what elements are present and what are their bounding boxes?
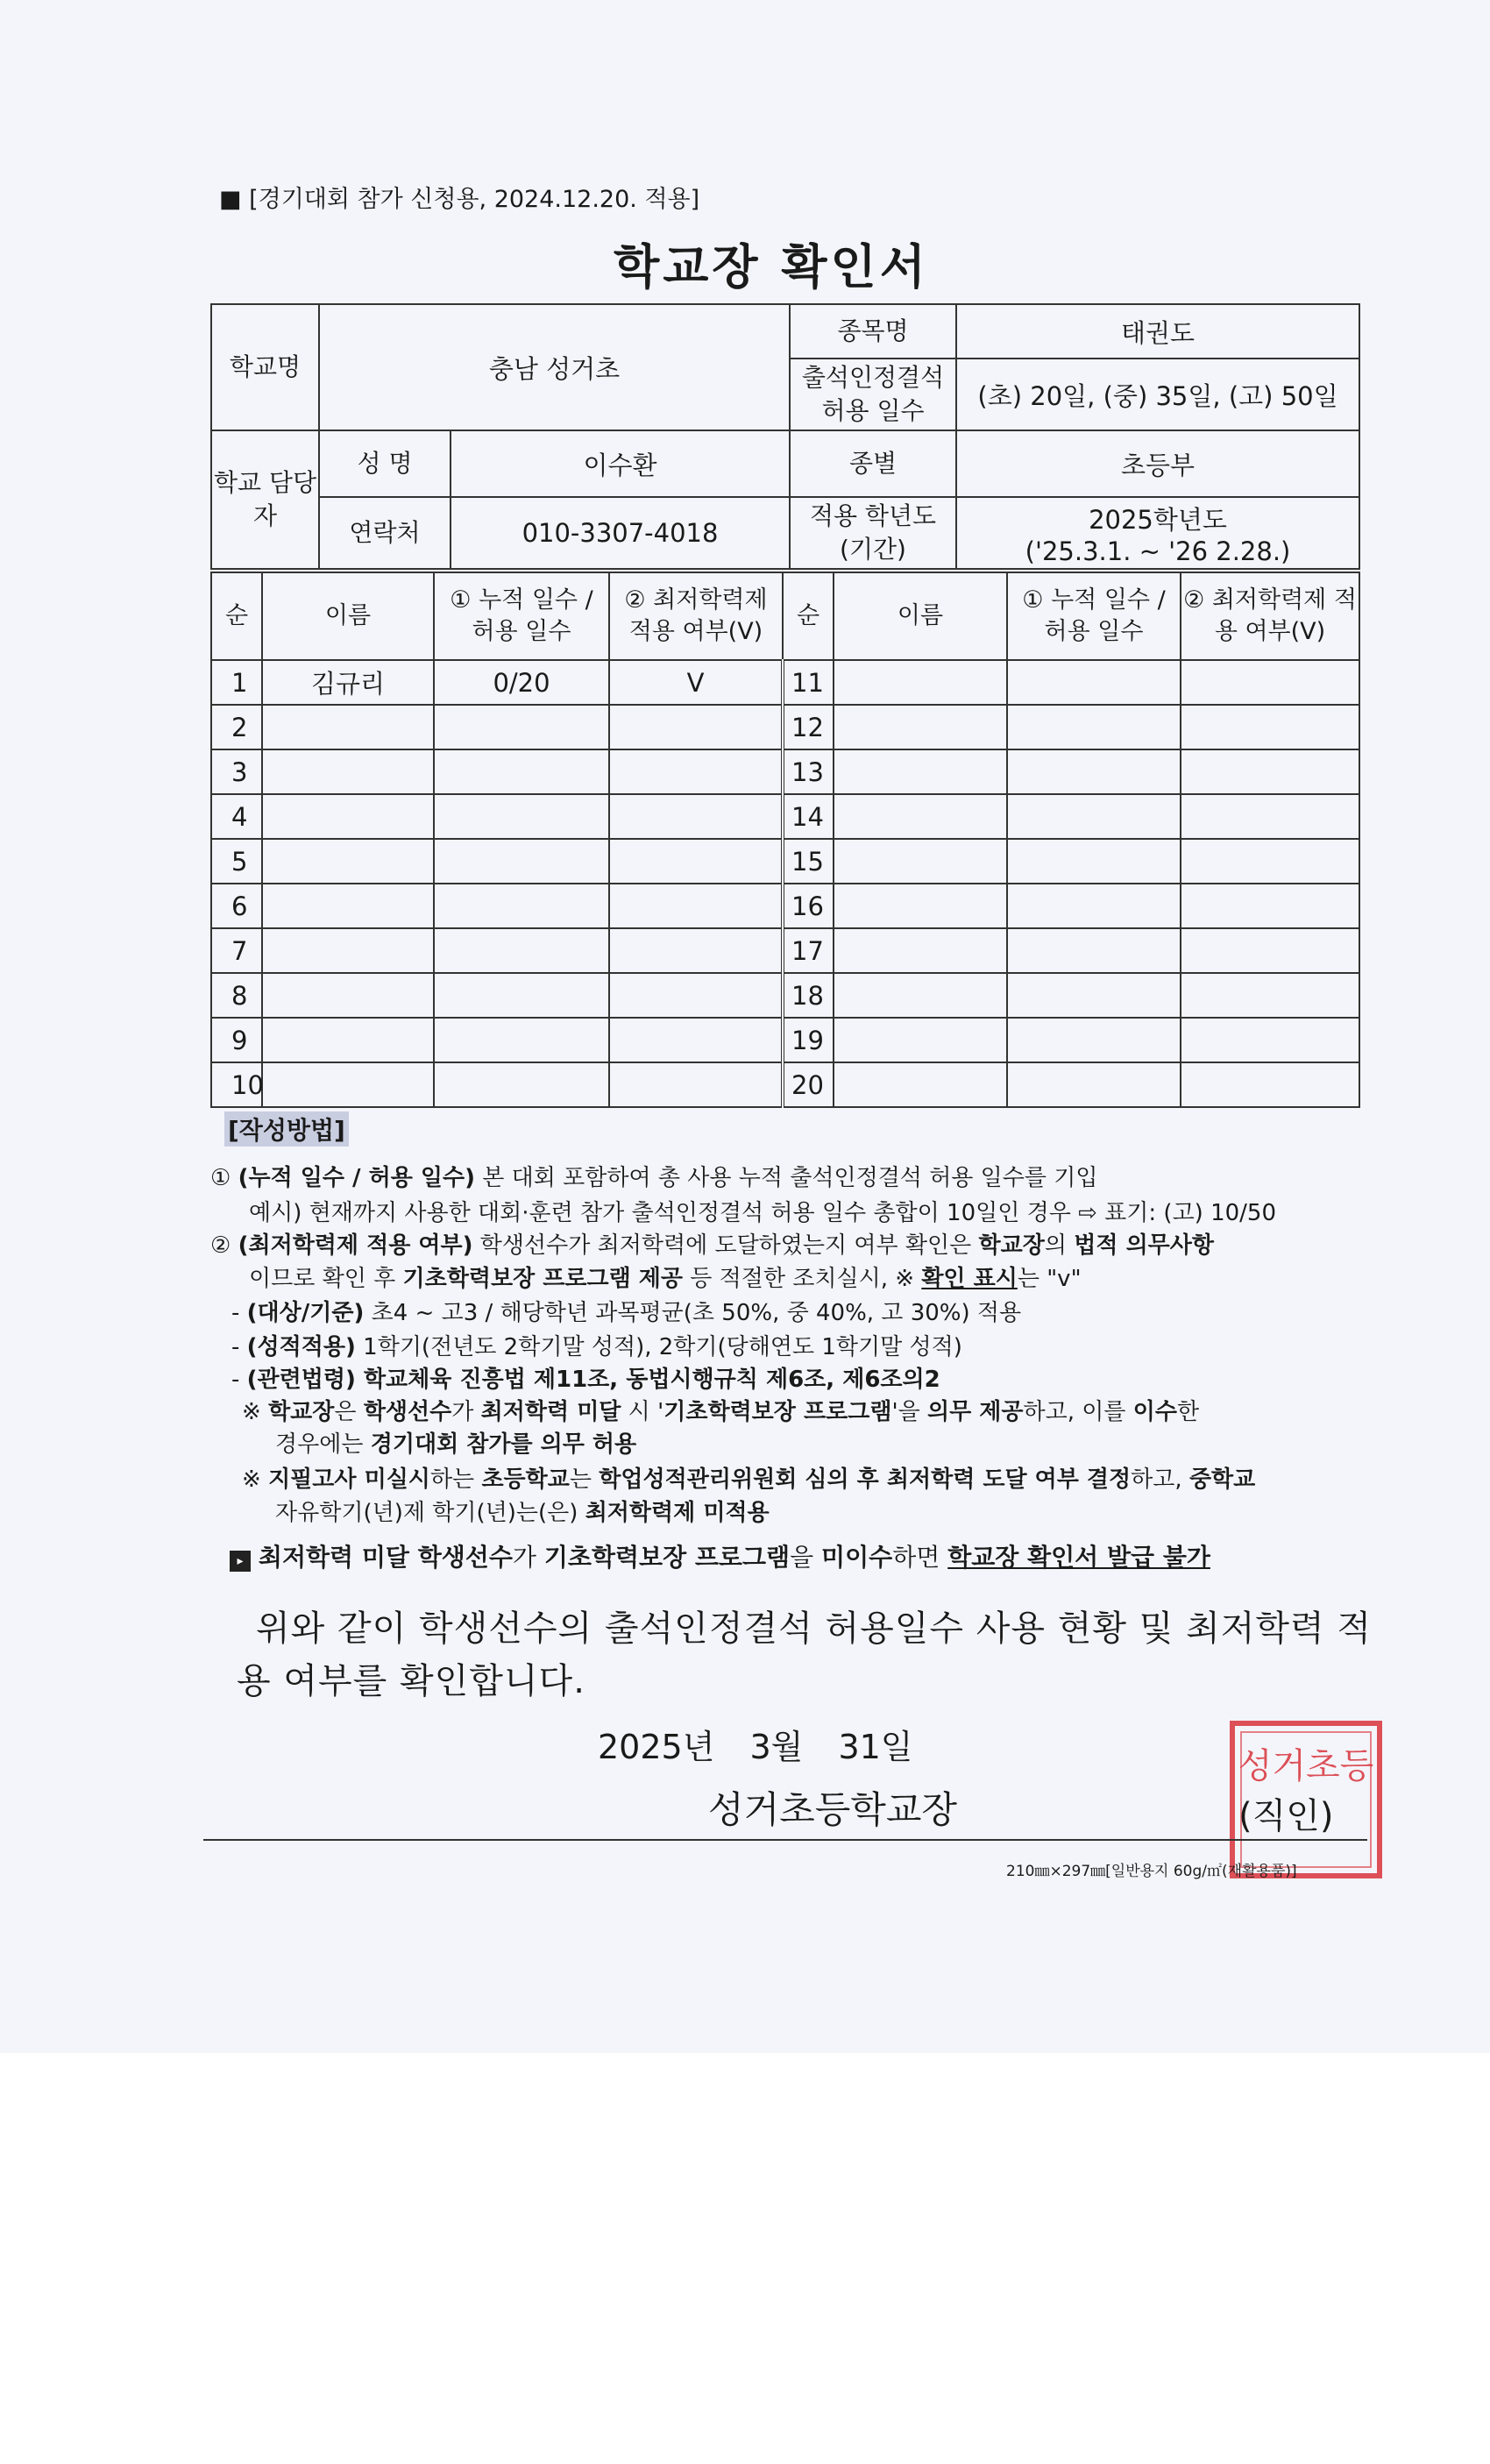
note-2-cont bbox=[275, 1495, 770, 1527]
table-row bbox=[211, 660, 1359, 705]
bullet-grades: - (성적적용) 1학기(전년도 2학기말 성적), 2학기(당해연도 1학기말 성적) bbox=[231, 1334, 962, 1360]
manager-name-label: 성 명 bbox=[319, 430, 451, 497]
instruction-2-text: 의 bbox=[1044, 1232, 1075, 1259]
student-name bbox=[834, 1062, 1007, 1107]
note-text: 하고, 이를 bbox=[1023, 1399, 1133, 1425]
row-number: 13 bbox=[783, 749, 834, 794]
note-emph: 중학교 bbox=[1188, 1466, 1256, 1493]
min-level-check bbox=[609, 794, 783, 839]
seal-text: 성거초등 bbox=[1238, 1746, 1374, 1786]
absence-days bbox=[434, 928, 609, 973]
note-emph: 경기대회 참가를 의무 허용 bbox=[370, 1431, 637, 1458]
note-text: 하고, bbox=[1131, 1466, 1189, 1493]
contact-value: 010-3307-4018 bbox=[451, 497, 790, 569]
instruction-1-example: 예시) 현재까지 사용한 대회·훈련 참가 출석인정결석 허용 일수 총합이 10일인 경우 ⇨ 표기: (고) 10/50 bbox=[249, 1200, 1277, 1226]
contact-label: 연락처 bbox=[319, 497, 451, 569]
sport-label: 종목명 bbox=[790, 304, 956, 359]
note-emph: 초등학교 bbox=[481, 1466, 570, 1493]
student-name: 김규리 bbox=[262, 660, 434, 705]
absence-days: 0/20 bbox=[434, 660, 609, 705]
category-value: 초등부 bbox=[956, 430, 1359, 497]
min-level-check bbox=[609, 884, 783, 928]
note-text: '을 bbox=[891, 1399, 927, 1425]
warning-emph: 미이수 bbox=[821, 1543, 893, 1572]
instruction-emph: 확인 표시 bbox=[921, 1266, 1018, 1292]
instruction-2-text: 학생선수가 최저학력에 도달하였는지 여부 확인은 bbox=[472, 1232, 979, 1259]
student-name bbox=[262, 973, 434, 1018]
row-number: 2 bbox=[211, 705, 262, 749]
min-level-check bbox=[609, 749, 783, 794]
school-year-period: ('25.3.1. ~ '26 2.28.) bbox=[1025, 536, 1291, 566]
note-1: ※ 학교장은 학생선수가 최저학력 미달 시 '기초학력보장 프로그램'을 의무 제공하고, 이를 이수한 bbox=[242, 1399, 1200, 1425]
row-number: 1 bbox=[211, 660, 262, 705]
instruction-1: ① (누적 일수 / 허용 일수) 본 대회 포함하여 총 사용 누적 출석인정결석 허용 일수를 기입 bbox=[210, 1165, 1098, 1191]
warning-text: 을 bbox=[790, 1543, 822, 1572]
instruction-text: 등 적절한 조치실시, ※ bbox=[683, 1266, 922, 1292]
bullet-label: (성적적용) bbox=[246, 1334, 356, 1360]
instruction-2-label: (최저학력제 적용 여부) bbox=[238, 1232, 473, 1259]
row-number: 17 bbox=[783, 928, 834, 973]
student-name bbox=[262, 1062, 434, 1107]
bullet-text: 학교체육 진흥법 제11조, 동법시행규칙 제6조, 제6조의2 bbox=[355, 1367, 940, 1393]
bullet-text: 1학기(전년도 2학기말 성적), 2학기(당해연도 1학기말 성적) bbox=[355, 1334, 962, 1360]
absence-days bbox=[1007, 973, 1181, 1018]
allowed-days-label: 출석인정결석 허용 일수 bbox=[790, 359, 956, 430]
student-name bbox=[834, 705, 1007, 749]
bullet-text: 초4 ~ 고3 / 해당학년 과목평균(초 50%, 중 40%, 고 30%) 적용 bbox=[364, 1300, 1022, 1326]
row-number: 16 bbox=[783, 884, 834, 928]
col-header-min-level: ② 최저학력제 적용 여부(V) bbox=[1181, 572, 1359, 660]
warning-line bbox=[230, 1538, 1210, 1573]
warning-text: 가 bbox=[512, 1543, 544, 1572]
absence-days bbox=[434, 884, 609, 928]
row-number: 6 bbox=[211, 884, 262, 928]
min-level-check: V bbox=[609, 660, 783, 705]
min-level-check bbox=[1181, 973, 1359, 1018]
bullet-label: (대상/기준) bbox=[246, 1300, 365, 1326]
instruction-2-emph: 학교장 bbox=[978, 1232, 1045, 1259]
row-number: 11 bbox=[783, 660, 834, 705]
col-header-no: 순 bbox=[783, 572, 834, 660]
instruction-text: 이므로 확인 후 bbox=[249, 1266, 403, 1292]
bullet-target: - (대상/기준) 초4 ~ 고3 / 해당학년 과목평균(초 50%, 중 40%, 고 30%) 적용 bbox=[231, 1300, 1022, 1326]
signature-date: 2025년 3월 31일 bbox=[598, 1728, 913, 1766]
note-text: 는(은) bbox=[515, 1500, 585, 1526]
note-emph: 이수 bbox=[1132, 1399, 1177, 1425]
row-number: 10 bbox=[211, 1062, 262, 1107]
school-year-value bbox=[956, 497, 1359, 569]
note-text: 시 ' bbox=[621, 1399, 664, 1425]
min-level-check bbox=[609, 839, 783, 884]
row-number: 5 bbox=[211, 839, 262, 884]
note-emph: 의무 제공 bbox=[926, 1399, 1024, 1425]
row-number: 18 bbox=[783, 973, 834, 1018]
col-header-no: 순 bbox=[211, 572, 262, 660]
student-name bbox=[834, 1018, 1007, 1062]
row-number: 15 bbox=[783, 839, 834, 884]
absence-days bbox=[434, 749, 609, 794]
student-name bbox=[262, 1018, 434, 1062]
note-2: ※ 지필고사 미실시하는 초등학교는 학업성적관리위원회 심의 후 최저학력 도달 여부 결정하고, 중학교 bbox=[242, 1466, 1256, 1493]
min-level-check bbox=[609, 928, 783, 973]
student-name bbox=[834, 660, 1007, 705]
manager-name-value: 이수환 bbox=[451, 430, 790, 497]
school-name-value: 충남 성거초 bbox=[319, 304, 790, 430]
instruction-1-text: 본 대회 포함하여 총 사용 누적 출석인정결석 허용 일수를 기입 bbox=[474, 1165, 1098, 1191]
note-text: 하는 bbox=[429, 1466, 482, 1493]
note-emph: 학업성적관리위원회 심의 후 최저학력 도달 여부 결정 bbox=[599, 1466, 1132, 1493]
note-text: 한 bbox=[1177, 1399, 1200, 1425]
note-text: 자유학기(년)제 학기(년) bbox=[275, 1500, 516, 1526]
table-row bbox=[211, 705, 1359, 749]
instructions-title: [작성방법] bbox=[224, 1111, 349, 1147]
student-name bbox=[262, 705, 434, 749]
seal-label: (직인) bbox=[1238, 1796, 1334, 1836]
note-text: 가 bbox=[451, 1399, 481, 1425]
absence-days bbox=[1007, 928, 1181, 973]
note-1-cont bbox=[275, 1426, 636, 1459]
absence-days bbox=[1007, 1018, 1181, 1062]
row-number: 20 bbox=[783, 1062, 834, 1107]
note-emph: 지필고사 미실시 bbox=[268, 1466, 430, 1493]
allowed-days-value: (초) 20일, (중) 35일, (고) 50일 bbox=[956, 359, 1359, 430]
principal-title: 성거초등학교장 bbox=[708, 1788, 958, 1831]
absence-days bbox=[1007, 660, 1181, 705]
min-level-check bbox=[609, 1062, 783, 1107]
col-header-name: 이름 bbox=[262, 572, 434, 660]
student-name bbox=[262, 839, 434, 884]
warning-text: 하면 bbox=[892, 1543, 948, 1572]
row-number: 12 bbox=[783, 705, 834, 749]
col-header-days: ① 누적 일수 / 허용 일수 bbox=[434, 572, 609, 660]
warning-square-icon: ▸ bbox=[230, 1551, 251, 1572]
instruction-2: ② (최저학력제 적용 여부) 학생선수가 최저학력에 도달하였는지 여부 확인은 학교장의 법적 의무사항 bbox=[210, 1232, 1215, 1259]
school-name-label: 학교명 bbox=[211, 304, 319, 430]
table-row bbox=[211, 884, 1359, 928]
document-title: 학교장 확인서 bbox=[614, 239, 929, 295]
table-row bbox=[211, 1062, 1359, 1107]
student-name bbox=[834, 973, 1007, 1018]
row-number: 3 bbox=[211, 749, 262, 794]
min-level-check bbox=[1181, 928, 1359, 973]
absence-days bbox=[434, 1018, 609, 1062]
note-emph: 학생선수 bbox=[363, 1399, 452, 1425]
school-year: 2025학년도 bbox=[1089, 504, 1227, 535]
note-emph: 기초학력보장 프로그램 bbox=[663, 1399, 892, 1425]
absence-days bbox=[1007, 839, 1181, 884]
min-level-check bbox=[1181, 1062, 1359, 1107]
table-row bbox=[211, 749, 1359, 794]
paper-spec-note: 210㎜×297㎜[일반용지 60g/㎡(재활용품)] bbox=[1006, 1863, 1297, 1880]
student-name bbox=[834, 749, 1007, 794]
school-info-table bbox=[210, 303, 1360, 570]
min-level-check bbox=[1181, 660, 1359, 705]
table-row bbox=[211, 1018, 1359, 1062]
row-number: 14 bbox=[783, 794, 834, 839]
row-number: 8 bbox=[211, 973, 262, 1018]
bullet-label: (관련법령) bbox=[246, 1367, 356, 1393]
min-level-check bbox=[1181, 1018, 1359, 1062]
table-row bbox=[211, 928, 1359, 973]
row-number: 7 bbox=[211, 928, 262, 973]
note-emph: 최저학력 미달 bbox=[480, 1399, 621, 1425]
category-label: 종별 bbox=[790, 430, 956, 497]
col-header-min-level: ② 최저학력제 적용 여부(V) bbox=[609, 572, 783, 660]
school-manager-label: 학교 담당자 bbox=[211, 430, 319, 569]
note-text: 경우에는 bbox=[275, 1431, 371, 1458]
absence-days bbox=[434, 794, 609, 839]
col-header-days: ① 누적 일수 / 허용 일수 bbox=[1007, 572, 1181, 660]
note-text: 은 bbox=[334, 1399, 364, 1425]
min-level-check bbox=[609, 705, 783, 749]
row-number: 19 bbox=[783, 1018, 834, 1062]
absence-days bbox=[434, 1062, 609, 1107]
min-level-check bbox=[1181, 839, 1359, 884]
absence-days bbox=[1007, 1062, 1181, 1107]
instruction-2-emph: 법적 의무사항 bbox=[1074, 1232, 1215, 1259]
student-name bbox=[834, 884, 1007, 928]
student-name bbox=[262, 794, 434, 839]
school-year-label: 적용 학년도 (기간) bbox=[790, 497, 956, 569]
min-level-check bbox=[1181, 794, 1359, 839]
col-header-name: 이름 bbox=[834, 572, 1007, 660]
absence-days bbox=[434, 705, 609, 749]
absence-days bbox=[1007, 705, 1181, 749]
min-level-check bbox=[1181, 749, 1359, 794]
note-emph: 학교장 bbox=[268, 1399, 335, 1425]
bullet-laws: - (관련법령) 학교체육 진흥법 제11조, 동법시행규칙 제6조, 제6조의2 bbox=[231, 1367, 940, 1393]
note-text: 는 bbox=[569, 1466, 600, 1493]
student-name bbox=[834, 928, 1007, 973]
student-name bbox=[262, 884, 434, 928]
student-name bbox=[262, 928, 434, 973]
instruction-2-cont bbox=[249, 1260, 1082, 1293]
min-level-check bbox=[1181, 884, 1359, 928]
form-header-note: ■ [경기대회 참가 신청용, 2024.12.20. 적용] bbox=[219, 186, 700, 213]
absence-days bbox=[434, 839, 609, 884]
table-row bbox=[211, 839, 1359, 884]
absence-days bbox=[1007, 884, 1181, 928]
absence-days bbox=[1007, 794, 1181, 839]
student-roster-table bbox=[210, 572, 1360, 1108]
confirmation-statement: 위와 같이 학생선수의 출석인정결석 허용일수 사용 현황 및 최저학력 적용 여부를 확인합니다. bbox=[237, 1608, 1372, 1701]
min-level-check bbox=[609, 973, 783, 1018]
row-number: 4 bbox=[211, 794, 262, 839]
row-number: 9 bbox=[211, 1018, 262, 1062]
table-row bbox=[211, 794, 1359, 839]
warning-emph: 학교장 확인서 발급 불가 bbox=[947, 1543, 1210, 1572]
instruction-text: 는 "v" bbox=[1017, 1266, 1082, 1292]
absence-days bbox=[1007, 749, 1181, 794]
absence-days bbox=[434, 973, 609, 1018]
table-row bbox=[211, 973, 1359, 1018]
bottom-rule bbox=[203, 1839, 1367, 1841]
instruction-emph: 기초학력보장 프로그램 제공 bbox=[402, 1266, 683, 1292]
student-name bbox=[834, 839, 1007, 884]
note-emph: 최저학력제 미적용 bbox=[585, 1500, 770, 1526]
student-name bbox=[834, 794, 1007, 839]
min-level-check bbox=[1181, 705, 1359, 749]
student-name bbox=[262, 749, 434, 794]
instruction-1-label: (누적 일수 / 허용 일수) bbox=[238, 1165, 475, 1191]
warning-emph: 최저학력 미달 학생선수 bbox=[258, 1543, 513, 1572]
sport-value: 태권도 bbox=[956, 304, 1359, 359]
warning-emph: 기초학력보장 프로그램 bbox=[543, 1543, 791, 1572]
min-level-check bbox=[609, 1018, 783, 1062]
